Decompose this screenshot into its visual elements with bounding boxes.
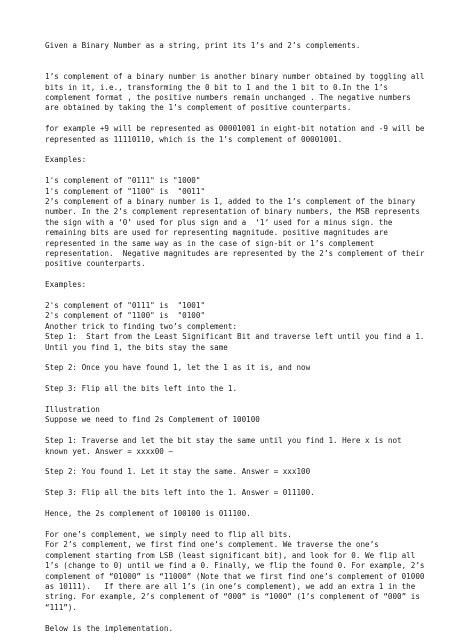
text-line: 2’s complement of a binary number is 1, added to the 1’s complement of the binary [45,197,416,207]
text-line: complement format , the positive numbers remain unchanged . The negative numbers [45,93,411,103]
paragraph [45,301,465,353]
text-line: represented as 11110110, which is the 1’s complement of 00001001. [45,134,343,144]
text-line: number. In the 2’s complement representation of binary numbers, the MSB represents [45,207,420,217]
paragraph [45,624,465,634]
text-line: For one’s complement, we simply need to flip all bits. [45,529,292,539]
text-line: remaining bits are used for representing magnitude. positive magnitudes are [45,228,388,238]
paragraph [45,124,465,145]
text-line: 2's complement of "0111" is "1001" [45,301,206,311]
paragraph [45,530,465,613]
document-body [45,41,465,644]
text-line: complement of “01000” is “11000” (Note that we first find one’s complement of 01000 [45,571,425,581]
text-line: Step 1: Start from the Least Significant Bit and traverse left until you find a 1. [45,332,425,342]
paragraph [45,405,465,426]
text-line: Step 1: Traverse and let the bit stay the same until you find 1. Here x is not [45,436,402,446]
text-line: positive counterparts. [45,259,146,269]
text-line: Another trick to finding two’s complement: [45,321,238,331]
paragraph [45,41,465,51]
paragraph [45,488,465,498]
text-line: Examples: [45,155,87,165]
text-line: Below is the implementation. [45,623,174,633]
text-line: Hence, the 2s complement of 100100 is 011100. [45,509,251,519]
text-line: complement starting from LSB (least significant bit), and look for 0. We flip all [45,550,416,560]
text-line: Illustration [45,405,100,415]
text-line: the sign with a ‘0’ used for plus sign and a ‘1’ used for a minus sign. the [45,217,393,227]
paragraph [45,509,465,519]
paragraph [45,384,465,394]
text-line: “111”). [45,602,78,612]
text-line: Step 2: You found 1. Let it stay the same. Answer = xxx100 [45,467,311,477]
text-line: Suppose we need to find 2s Complement of 100100 [45,415,260,425]
text-line: representation. Negative magnitudes are represented by the 2’s complement of their [45,249,425,259]
text-line: 2's complement of "1100" is "0100" [45,311,206,321]
paragraph [45,176,465,270]
text-line: known yet. Answer = xxxx00 – [45,446,174,456]
text-line: are obtained by taking the 1’s complement of positive counterparts. [45,103,352,113]
paragraph [45,363,465,373]
text-line: 1’s complement of a binary number is another binary number obtained by toggling all [45,72,425,82]
text-line: 1’s (change to 0) until we find a 0. Finally, we flip the found 0. For example, 2’s [45,561,425,571]
text-line: as 10111). If there are all 1’s (in one’s complement), we add an extra 1 in the [45,581,416,591]
paragraph [45,72,465,114]
paragraph [45,436,465,457]
text-line: 1's complement of "1100" is "0011" [45,186,206,196]
paragraph [45,155,465,165]
text-line: Step 3: Flip all the bits left into the 1. [45,384,238,394]
text-line: For 2’s complement, we first find one’s complement. We traverse the one’s [45,540,379,550]
text-line: Given a Binary Number as a string, print its 1’s and 2’s complements. [45,41,361,50]
text-line: Step 2: Once you have found 1, let the 1 as it is, and now [45,363,311,373]
text-line: represented in the same way as in the case of sign-bit or 1’s complement [45,238,375,248]
text-line: Step 3: Flip all the bits left into the 1. Answer = 011100. [45,488,315,498]
text-line: 1's complement of "0111" is "1000" [45,176,201,186]
text-line: for example +9 will be represented as 00001001 in eight-bit notation and -9 will be [45,124,425,134]
paragraph [45,280,465,290]
text-line: bits in it, i.e., transforming the 0 bit to 1 and the 1 bit to 0.In the 1’s [45,82,388,92]
paragraph [45,467,465,477]
text-line: string. For example, 2’s complement of “000” is “1000” (1’s complement of “000” is [45,592,420,602]
text-line: Until you find 1, the bits stay the same [45,342,228,352]
text-line: Examples: [45,280,87,290]
